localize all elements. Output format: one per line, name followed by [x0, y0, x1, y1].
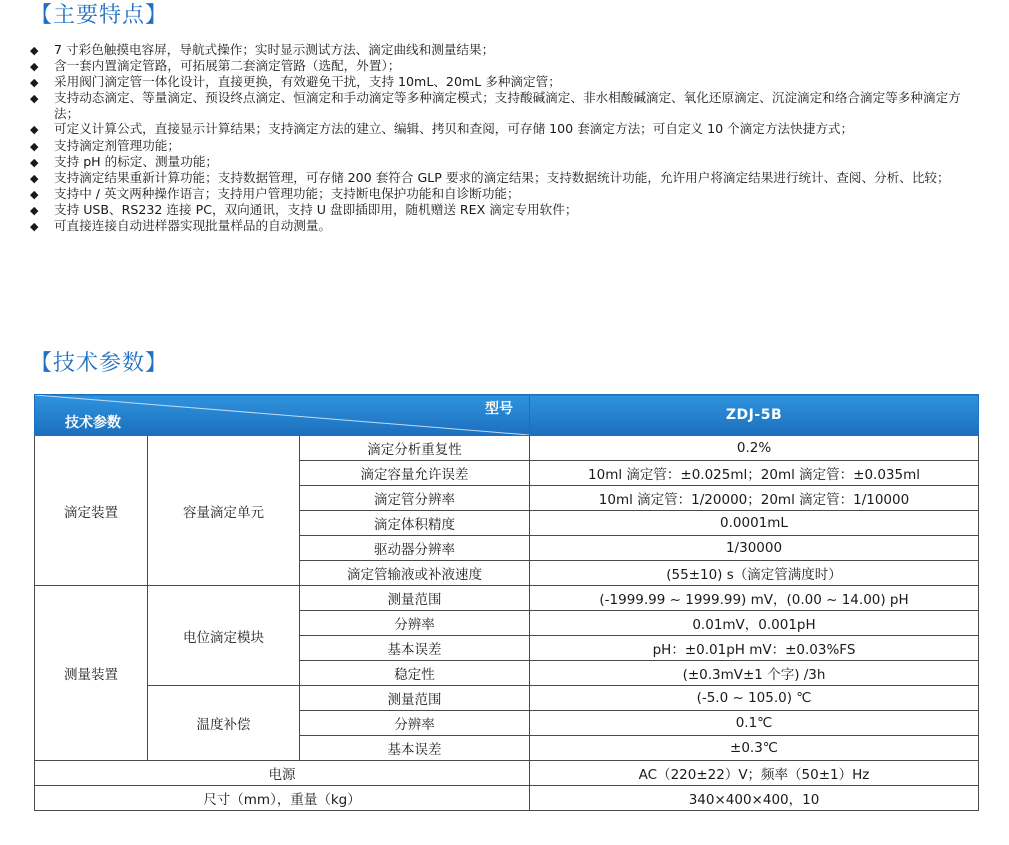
param-cell: 滴定体积精度 [300, 511, 530, 536]
table-row [35, 761, 979, 786]
unit-potential: 电位滴定模块 [148, 586, 300, 686]
table-row [35, 586, 979, 611]
value-cell: (55±10) s（滴定管满度时） [530, 561, 979, 586]
feature-item: ◆ 支持 USB、RS232 连接 PC，双向通讯，支持 U 盘即插即用，随机赠送 REX 滴定专用软件； [30, 201, 578, 217]
specs-title: 【技术参数】 [30, 351, 169, 376]
value-cell: 0.1℃ [530, 711, 979, 736]
feature-item: ◆ 可定义计算公式，直接显示计算结果；支持滴定方法的建立、编辑、拷贝和查阅，可存储 100 套滴定方法；可自定义 10 个滴定方法快捷方式； [30, 121, 854, 137]
diamond-bullet-icon: ◆ [30, 139, 39, 153]
param-cell: 基本误差 [300, 736, 530, 761]
features-title: 【主要特点】 [30, 3, 169, 28]
value-cell: pH：±0.01pH mV：±0.03%FS [530, 636, 979, 661]
value-cell: (±0.3mV±1 个字) /3h [530, 661, 979, 686]
diamond-bullet-icon: ◆ [30, 76, 39, 90]
spec-header-diagonal-cell [35, 395, 530, 436]
header-model-label: 型号 [485, 401, 514, 417]
table-row [35, 686, 979, 711]
value-cell: ±0.3℃ [530, 736, 979, 761]
feature-item: ◆ 支持滴定结果重新计算功能；支持数据管理，可存储 200 套符合 GLP 要求的滴定结果；支持数据统计功能，允许用户将滴定结果进行统计、查阅、分析、比较； [30, 169, 950, 185]
spec-table [34, 394, 979, 811]
diamond-bullet-icon: ◆ [30, 123, 39, 137]
diamond-bullet-icon: ◆ [30, 220, 39, 234]
table-row [35, 436, 979, 461]
header-model-value: ZDJ-5B [530, 395, 979, 436]
diamond-bullet-icon: ◆ [30, 155, 39, 169]
param-cell: 稳定性 [300, 661, 530, 686]
feature-item: ◆ 7 寸彩色触摸电容屏，导航式操作；实时显示测试方法、滴定曲线和测量结果； [30, 42, 495, 57]
feature-item: ◆ 采用阀门滴定管一体化设计，直接更换，有效避免干扰，支持 10mL、20mL 多种滴定管； [30, 74, 561, 90]
param-cell: 滴定管输液或补液速度 [300, 561, 530, 586]
feature-item: ◆ 可直接连接自动进样器实现批量样品的自动测量。 [30, 218, 332, 234]
diamond-bullet-icon: ◆ [30, 203, 39, 217]
value-cell: 0.01mV，0.001pH [530, 611, 979, 636]
param-cell: 测量范围 [300, 686, 530, 711]
param-cell: 驱动器分辨率 [300, 536, 530, 561]
header-param-label: 技术参数 [65, 415, 121, 431]
diamond-bullet-icon: ◆ [30, 60, 39, 74]
value-cell: 0.0001mL [530, 511, 979, 536]
param-cell: 滴定管分辨率 [300, 486, 530, 511]
value-cell: 10ml 滴定管：±0.025ml；20ml 滴定管：±0.035ml [530, 461, 979, 486]
feature-item: ◆ 支持中 / 英文两种操作语言；支持用户管理功能；支持断电保护功能和自诊断功能； [30, 185, 520, 201]
value-cell: 10ml 滴定管：1/20000；20ml 滴定管：1/10000 [530, 486, 979, 511]
unit-temperature: 温度补偿 [148, 686, 300, 761]
group-measurement: 测量装置 [35, 586, 148, 761]
spec-header-row [35, 395, 979, 436]
diamond-bullet-icon: ◆ [30, 187, 39, 201]
value-cell: 1/30000 [530, 536, 979, 561]
param-cell: 滴定分析重复性 [300, 436, 530, 461]
diamond-bullet-icon: ◆ [30, 92, 39, 106]
diamond-bullet-icon: ◆ [30, 44, 39, 57]
value-cell: (-1999.99 ~ 1999.99) mV，(0.00 ~ 14.00) pH [530, 586, 979, 611]
feature-item: ◆ 含一套内置滴定管路，可拓展第二套滴定管路（选配，外置）； [30, 58, 401, 74]
table-row [35, 786, 979, 811]
power-label: 电源 [35, 761, 530, 786]
diamond-bullet-icon: ◆ [30, 171, 39, 185]
feature-item: ◆ 支持 pH 的标定、测量功能； [30, 153, 219, 169]
param-cell: 分辨率 [300, 711, 530, 736]
size-weight-value: 340×400×400，10 [530, 786, 979, 811]
param-cell: 分辨率 [300, 611, 530, 636]
size-weight-label: 尺寸（mm），重量（kg） [35, 786, 530, 811]
group-titration: 滴定装置 [35, 436, 148, 586]
features-list [30, 42, 985, 234]
param-cell: 滴定容量允许误差 [300, 461, 530, 486]
param-cell: 测量范围 [300, 586, 530, 611]
power-value: AC（220±22）V；频率（50±1）Hz [530, 761, 979, 786]
unit-volumetric: 容量滴定单元 [148, 436, 300, 586]
value-cell: 0.2% [530, 436, 979, 461]
param-cell: 基本误差 [300, 636, 530, 661]
feature-item: ◆ 支持滴定剂管理功能； [30, 137, 180, 153]
feature-item: ◆ 支持动态滴定、等量滴定、预设终点滴定、恒滴定和手动滴定等多种滴定模式；支持酸碱滴定、非水相酸碱滴定、氧化还原滴定、沉淀滴定和络合滴定等多种滴定方法； [30, 90, 961, 122]
value-cell: (-5.0 ~ 105.0) ℃ [530, 686, 979, 711]
